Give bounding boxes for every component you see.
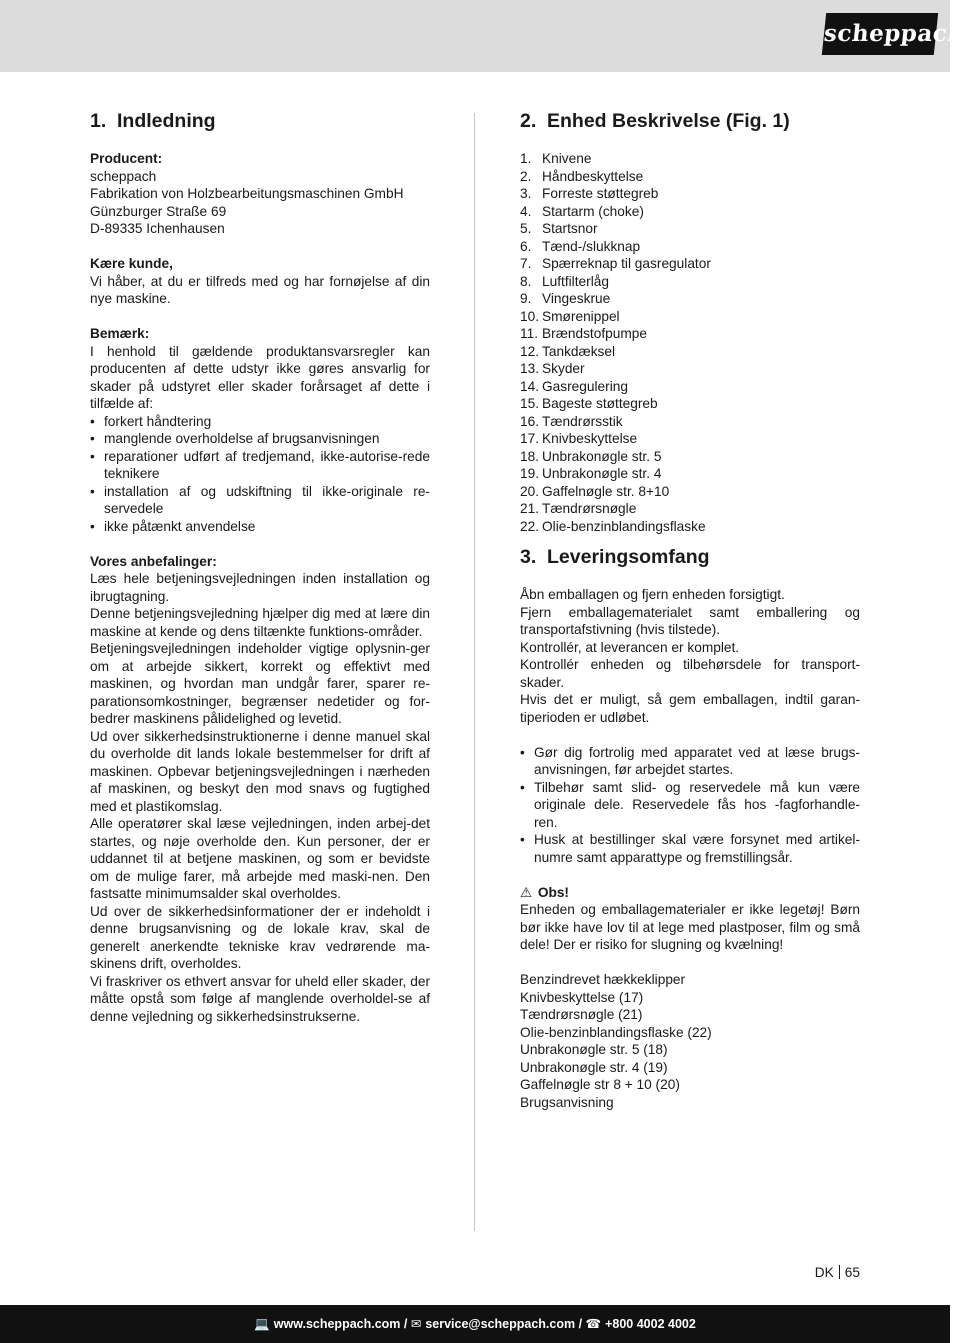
- parts-list-item: 14. Gasregulering: [520, 378, 628, 394]
- list-item: • reparationer udført af tredjemand, ikke-autorise-rede teknikere: [90, 448, 430, 483]
- left-column: [90, 108, 430, 1025]
- recommendation-paragraph: Vi fraskriver os ethvert ansvar for uheld eller skader, der måtte opstå som følge af manglende overholdel-se af denne vejledning og sikkerhedsinstrukserne.: [90, 973, 430, 1024]
- recommendation-paragraph: Læs hele betjeningsvejledningen inden installation og ibrugtagning.: [90, 571, 430, 604]
- parts-list-item: 17. Knivbeskyttelse: [520, 431, 638, 446]
- producer-line: Günzburger Straße 69: [90, 203, 227, 219]
- producer-line: D-89335 Ichenhausen: [90, 221, 225, 236]
- scheppach-logo: scheppach: [822, 13, 938, 55]
- parts-list-item: 21. Tændrørsnøgle: [520, 501, 637, 516]
- recommendation-paragraph: Betjeningsvejledningen indeholder vigtige oplysnin-ger om at arbejde sikkert, korrekt og effektivt med maskinen, og hvordan man undgår farer, sparer re-parationsomkostninger, begrænser nedetider og for-bedrer maskinens pålidelighed og levetid.: [90, 641, 430, 726]
- footer-separator: /: [575, 1317, 586, 1331]
- warning-text: Enheden og emballagematerialer er ikke legetøj! Børn bør ikke have lov til at lege med plastposer, film og små dele! Der er risiko for slugning og kvælning!: [520, 902, 860, 952]
- recommendation-paragraph: Denne betjeningsvejledning hjælper dig med at lære din maskine at kende og dens tiltænkte funktions-områder.: [90, 606, 430, 639]
- parts-list: [520, 150, 860, 535]
- parts-list-item: 10. Smørenippel: [520, 308, 620, 324]
- recommendation-paragraph: Ud over de sikkerhedsinformationer der er indeholdt i denne brugsanvisning og de lokale krav, skal de generelt anerkendte tekniske krav vedrørende ma-skinens drift, overholdes.: [90, 903, 430, 971]
- list-item: • installation af og udskiftning til ikke-originale re-servedele: [90, 483, 430, 518]
- website-link[interactable]: www.scheppach.com: [273, 1317, 401, 1331]
- list-item: • forkert håndtering: [90, 413, 430, 431]
- list-item: Knivbeskyttelse (17): [520, 989, 644, 1005]
- list-item: Tændrørsnøgle (21): [520, 1007, 643, 1022]
- parts-list-item: 3. Forreste støttegreb: [520, 186, 659, 201]
- mail-icon: ✉: [410, 1317, 422, 1331]
- laptop-icon: 💻: [254, 1317, 270, 1331]
- list-item: • ikke påtænkt anvendelse: [90, 518, 430, 536]
- parts-list-item: 18. Unbrakonøgle str. 5: [520, 448, 662, 464]
- parts-list-item: 11. Brændstofpumpe: [520, 326, 647, 341]
- list-item: Gaffelnøgle str 8 + 10 (20): [520, 1077, 680, 1092]
- email-link[interactable]: service@scheppach.com: [425, 1317, 576, 1331]
- parts-list-item: 8. Luftfilterlåg: [520, 273, 609, 289]
- recommendation-paragraph: Alle operatører skal læse vejledningen, inden arbej-det startes, og nøje overholde den. Kun personer, der er uddannet til at betjene maskinen, og som er bevidste om de mulige farer, må arbejde med maski-nen. Den fastsatte minimumsalder skal overholdes.: [90, 816, 430, 901]
- header-bar: [0, 0, 967, 72]
- delivery-paragraph: Åbn emballagen og fjern enheden forsigtigt.: [520, 587, 785, 602]
- delivery-bullet-list: [520, 744, 860, 867]
- delivery-paragraph: Kontrollér enheden og tilbehørsdele for transport-skader.: [520, 657, 860, 690]
- parts-list-item: 9. Vingeskrue: [520, 291, 611, 306]
- list-item: Unbrakonøgle str. 5 (18): [520, 1042, 668, 1057]
- note-text: I henhold til gældende produktansvarsregler kan producenten af dette udstyr ikke gøres ansvarlig for skader på udstyret eller skader forårsaget af dette i tilfælde af:: [90, 343, 430, 411]
- language-code: DK: [814, 1265, 834, 1280]
- parts-list-item: 13. Skyder: [520, 361, 585, 376]
- delivery-paragraph: Kontrollér, at leverancen er komplet.: [520, 639, 740, 655]
- parts-list-item: 19. Unbrakonøgle str. 4: [520, 466, 662, 481]
- footer-bar: [0, 1305, 950, 1343]
- parts-list-item: 15. Bageste støttegreb: [520, 396, 658, 411]
- delivery-paragraph: Fjern emballagematerialet samt emballering og transportafstivning (hvis tilstede).: [520, 604, 860, 637]
- page-number: [815, 1264, 860, 1282]
- parts-list-item: 20. Gaffelnøgle str. 8+10: [520, 483, 670, 499]
- recommendations-label: Vores anbefalinger:: [90, 553, 217, 569]
- section-heading-introduction: 1. Indledning: [90, 110, 216, 132]
- scope-list: [520, 971, 860, 1111]
- right-column: [520, 108, 860, 1111]
- warning-heading: ⚠ Obs!: [520, 884, 569, 900]
- column-divider: [474, 113, 475, 1231]
- section-heading-device-description: 2. Enhed Beskrivelse (Fig. 1): [520, 110, 790, 132]
- producer-address: [90, 168, 430, 238]
- note-bullet-list: [90, 413, 430, 536]
- parts-list-item: 7. Spærreknap til gasregulator: [520, 256, 711, 271]
- recommendation-paragraph: Ud over sikkerhedsinstruktionerne i denne manuel skal du overholde dit lands lokale bestemmelser for drift af maskinen. Opbevar betjeningsvejledningen i nærheden af maskinen, og beskyt den mod snavs og fugtighed med et plastikomslag.: [90, 728, 430, 814]
- parts-list-item: 1. Knivene: [520, 151, 592, 166]
- page-number-separator: [839, 1265, 840, 1279]
- parts-list-item: 5. Startsnor: [520, 221, 598, 236]
- parts-list-item: 2. Håndbeskyttelse: [520, 168, 644, 184]
- parts-list-item: 4. Startarm (choke): [520, 203, 644, 219]
- warning-triangle-icon: ⚠: [520, 884, 533, 900]
- list-item: Benzindrevet hækkeklipper: [520, 972, 686, 987]
- phone-number[interactable]: +800 4002 4002: [605, 1317, 696, 1331]
- greeting-text: Vi håber, at du er tilfreds med og har fornøjelse af din nye maskine.: [90, 273, 430, 306]
- parts-list-item: 6. Tænd-/slukknap: [520, 238, 641, 254]
- section-heading-delivery-scope: 3. Leveringsomfang: [520, 546, 710, 568]
- list-item: Olie-benzinblandingsflaske (22): [520, 1024, 712, 1040]
- list-item: Unbrakonøgle str. 4 (19): [520, 1059, 668, 1075]
- phone-icon: ☎: [585, 1317, 602, 1331]
- delivery-paragraph: Hvis det er muligt, så gem emballagen, indtil garan-tiperioden er udløbet.: [520, 692, 860, 725]
- list-item: • manglende overholdelse af brugsanvisningen: [90, 430, 430, 448]
- parts-list-item: 22. Olie-benzinblandingsflaske: [520, 518, 706, 534]
- footer-separator: /: [400, 1317, 411, 1331]
- list-item: Brugsanvisning: [520, 1094, 614, 1110]
- producer-label: Producent:: [90, 151, 163, 166]
- producer-line: scheppach: [90, 168, 157, 184]
- parts-list-item: 16. Tændrørsstik: [520, 413, 623, 429]
- parts-list-item: 12. Tankdæksel: [520, 343, 616, 359]
- list-item: • Husk at bestillinger skal være forsynet med artikel-numre samt apparattype og fremstillingsår.: [520, 831, 860, 866]
- page-number-value: 65: [844, 1265, 860, 1280]
- greeting-label: Kære kunde,: [90, 256, 173, 271]
- note-label: Bemærk:: [90, 326, 150, 341]
- list-item: • Tilbehør samt slid- og reservedele må kun være originale dele. Reservedele fås hos -fagforhandle-ren.: [520, 779, 860, 832]
- list-item: • Gør dig fortrolig med apparatet ved at læse brugs-anvisningen, før arbejdet startes.: [520, 744, 860, 779]
- producer-line: Fabrikation von Holzbearbeitungsmaschinen GmbH: [90, 186, 404, 201]
